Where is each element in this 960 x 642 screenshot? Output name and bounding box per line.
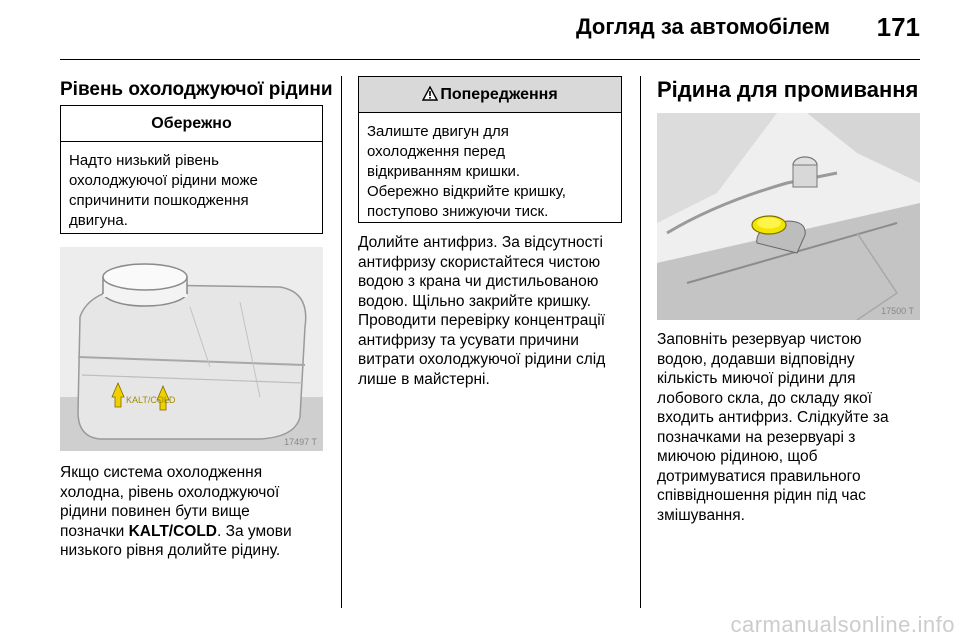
paragraph-line: Заповніть резервуар чистою [657,331,862,348]
section-title: Догляд за автомобілем [575,14,830,39]
warning-box-title: Попередження [440,86,558,103]
warning-box-header [359,77,621,113]
paragraph-line: лобового скла, до складу якої [657,389,872,407]
washer-reservoir-illustration [657,113,920,320]
paragraph-line: кількість миючої рідини для [657,370,856,387]
paragraph-line: лише в майстерні. [358,370,490,388]
paragraph-line: Якщо система охолодження [60,464,263,481]
reservoir-mark-label: KALT/COLD [126,395,176,405]
coolant-level-heading: Рівень охолоджуючої рідини [60,79,333,100]
paragraph-line: позначками на резервуарі з [657,428,856,446]
warning-line: Обережно відкрийте кришку, [367,183,566,200]
paragraph-line: антифризу скористайтеся чистою [358,253,601,271]
paragraph-line: водою з крана чи дистильованою [358,273,599,290]
paragraph-line: миючою рідиною, щоб [657,448,818,465]
column-divider-left [341,76,342,608]
warning-triangle-icon [422,86,438,101]
caution-line: Надто низький рівень [69,152,219,169]
paragraph-line: Долийте антифриз. За відсутності [358,234,603,251]
paragraph-line: водою. Щільно закрийте кришку. [358,292,592,310]
paragraph-line: витрати охолоджуючої рідини слід [358,351,606,368]
paragraph-line: співвідношення рідин під час [657,487,866,504]
warning-line: відкриванням кришки. [367,163,521,180]
kalt-cold-term: KALT/COLD [128,522,218,540]
coolant-reservoir-illustration [60,247,323,451]
paragraph-line: Проводити перевірку концентрації [358,312,606,329]
warning-line: Залиште двигун для [367,123,509,140]
warning-box [358,76,622,223]
warning-line: поступово знижуючи тиск. [367,203,549,220]
paragraph-line: холодна, рівень охолоджуючої [60,483,280,501]
paragraph-text: позначки [60,522,129,540]
coolant-level-paragraph [60,463,335,561]
figure-code: 17497 T [284,437,317,447]
paragraph-line: водою, додавши відповідну [657,350,855,368]
washer-fluid-paragraph [657,330,937,525]
watermark: carmanualsonline.info [730,612,955,637]
column-divider-right [640,76,641,608]
page-number: 171 [876,12,920,42]
caution-line: охолоджуючої рідини може [69,172,258,189]
washer-fluid-heading: Рідина для промивання [657,77,919,102]
paragraph-line: низького рівня долийте рідину. [60,542,281,559]
paragraph-text: . За умови [217,522,292,540]
figure-code: 17500 T [881,306,914,316]
caution-line: двигуна. [69,212,128,229]
warning-line: охолодження перед [367,143,506,160]
caution-box [60,105,323,234]
paragraph-line [60,522,335,542]
paragraph-line: змішування. [657,506,745,524]
warning-box-text [359,113,621,230]
caution-line: спричинити пошкодження [69,192,249,209]
paragraph-line: антифризу та усувати причини [358,331,579,349]
paragraph-line: входить антифриз. Слідкуйте за [657,409,889,426]
header-divider [60,59,920,60]
antifreeze-paragraph [358,233,636,389]
caution-box-text [61,142,322,239]
coolant-reservoir-photo [60,247,323,451]
paragraph-line: дотримуватися правильного [657,467,861,485]
washer-reservoir-photo [657,113,920,320]
paragraph-line: рідини повинен бути вище [60,503,250,520]
caution-box-title: Обережно [61,106,322,142]
